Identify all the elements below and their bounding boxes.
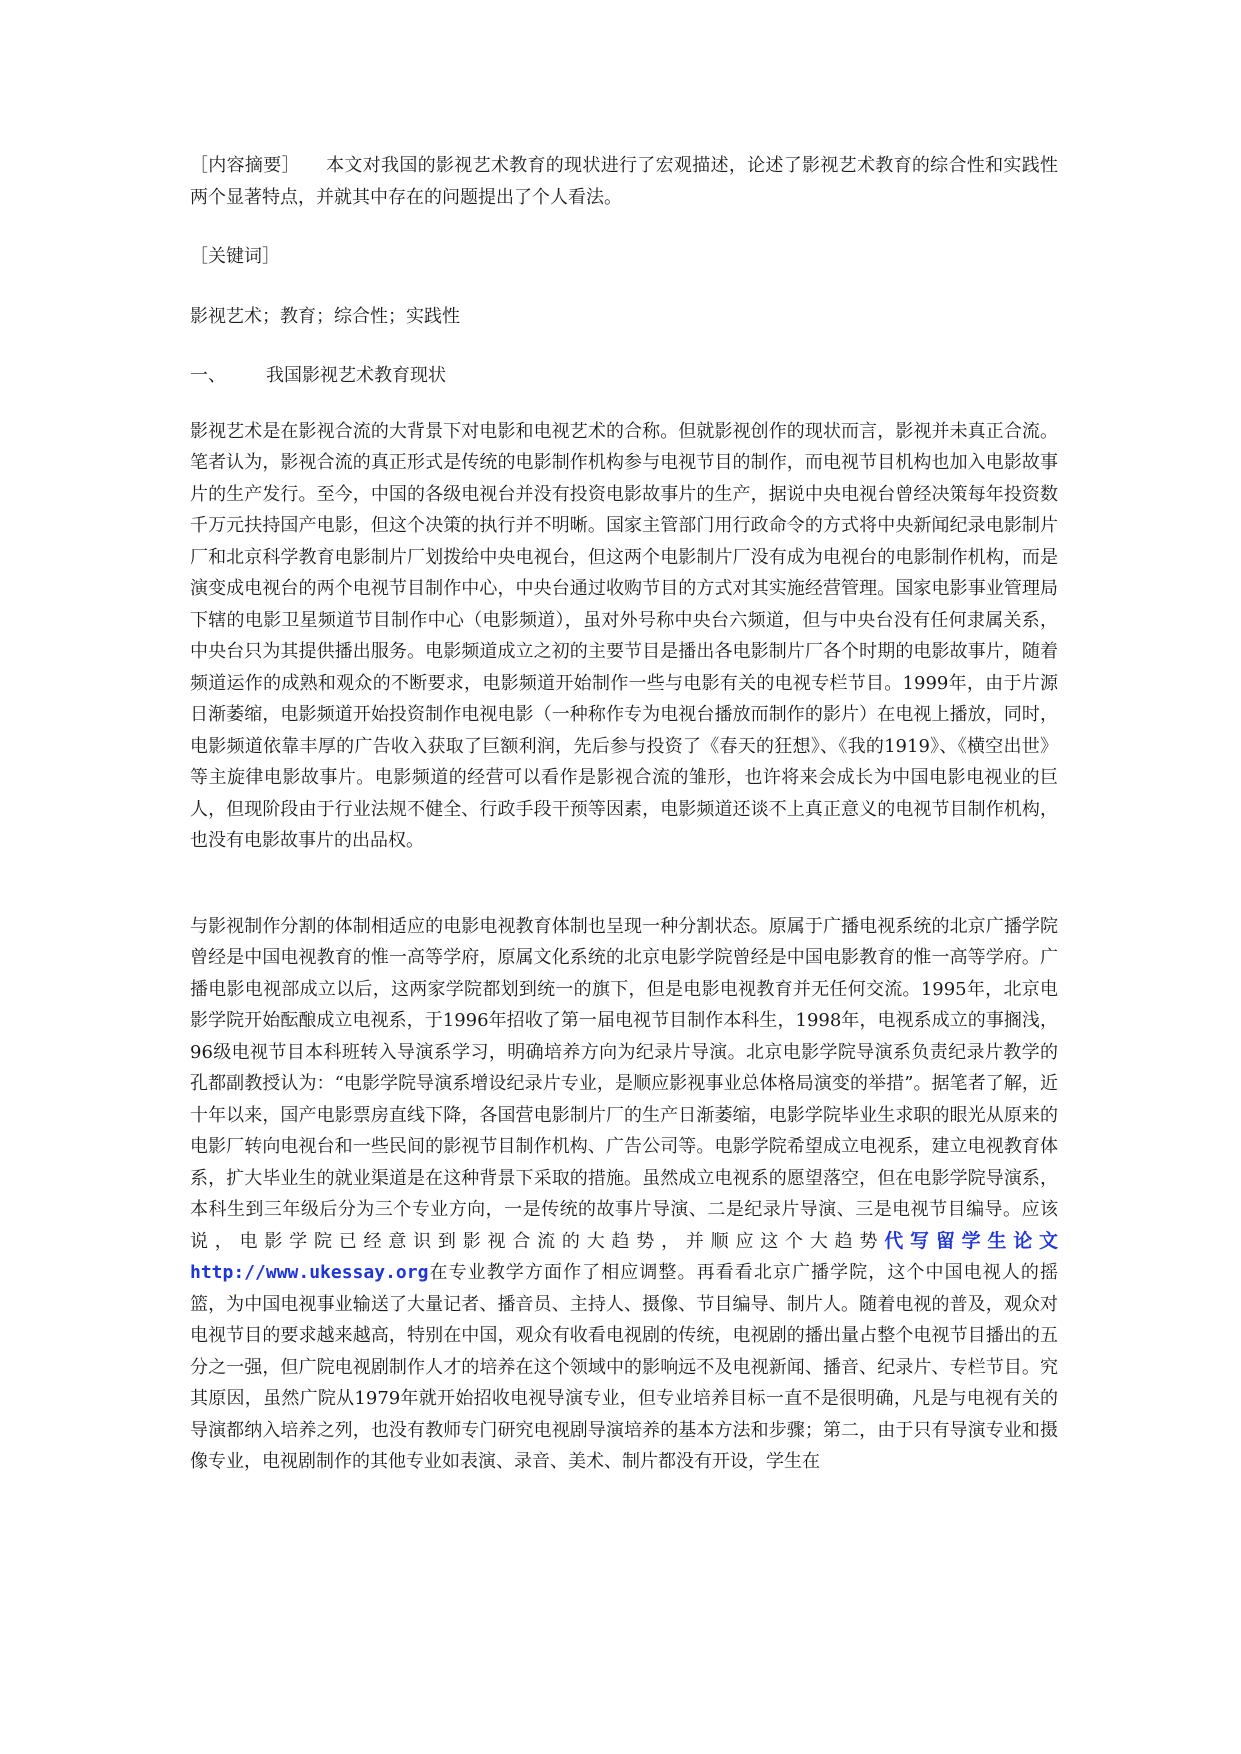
- keywords-label: ［关键词］: [190, 246, 280, 267]
- spacer: [190, 213, 1058, 241]
- body-paragraph-2: [190, 911, 1058, 1478]
- keywords-text: 影视艺术；教育；综合性；实践性: [190, 305, 460, 327]
- paragraph-2-text-after: 在专业教学方面作了相应调整。再看看北京广播学院，这个中国电视人的摇篮，为中国电视事业输送了大量记者、播音员、主持人、摄像、节目编导、制片人。随着电视的普及，观众对电视节目的要求越来越高，特别在中国，观众有收看电视剧的传统，电视剧的播出量占整个电视节目播出的五分之一强，但广院电视剧制作人才的培养在这个领域中的影响远不及电视新闻、播音、纪录片、专栏节目。究其原因，虽然广院从1979年就开始招收电视导演专业，但专业培养目标一直不是很明确，凡是与电视有关的导演都纳入培养之列，也没有教师专门研究电视剧导演培养的基本方法和步骤；第二，由于只有导演专业和摄像专业，电视剧制作的其他专业如表演、录音、美术、制片都没有开设，学生在: [190, 1262, 1058, 1472]
- document-page: [190, 150, 1058, 1478]
- spacer: [190, 332, 1058, 360]
- spacer: [190, 392, 1058, 416]
- abstract-text: 本文对我国的影视艺术教育的现状进行了宏观描述，论述了影视艺术教育的综合性和实践性两个显著特点，并就其中存在的问题提出了个人看法。: [190, 155, 1058, 208]
- spacer: [190, 857, 1058, 911]
- abstract-label: ［内容摘要］: [190, 155, 300, 176]
- paragraph-2-text-before: 与影视制作分割的体制相适应的电影电视教育体制也呈现一种分割状态。原属于广播电视系统的北京广播学院曾经是中国电视教育的惟一高等学府，原属文化系统的北京电影学院曾经是中国电影教育的惟一高等学府。广播电影电视部成立以后，这两家学院都划到统一的旗下，但是电影电视教育并无任何交流。1995年，北京电影学院开始酝酿成立电视系，于1996年招收了第一届电视节目制作本科生，1998年，电视系成立的事搁浅，96级电视节目本科班转入导演系学习，明确培养方向为纪录片导演。北京电影学院导演系负责纪录片教学的孔都副教授认为：“电影学院导演系增设纪录片专业，是顺应影视事业总体格局演变的举措”。据笔者了解，近十年以来，国产电影票房直线下降，各国营电影制片厂的生产日渐萎缩，电影学院毕业生求职的眼光从原来的电影厂转向电视台和一些民间的影视节目制作机构、广告公司等。电影学院希望成立电视系，建立电视教育体系，扩大毕业生的就业渠道是在这种背景下采取的措施。虽然成立电视系的愿望落空，但在电影学院导演系，本科生到三年级后分为三个专业方向，一是传统的故事片导演、二是纪录片导演、三是电视节目编导。应该说，电影学院已经意识到影视合流的大趋势，并顺应这个大趋势: [190, 915, 1058, 1252]
- body-paragraph-1: 影视艺术是在影视合流的大背景下对电影和电视艺术的合称。但就影视创作的现状而言，影视并未真正合流。笔者认为，影视合流的真正形式是传统的电影制作机构参与电视节目的制作，而电视节目机构也加入电影故事片的生产发行。至今，中国的各级电视台并没有投资电影故事片的生产，据说中央电视台曾经决策每年投资数千万元扶持国产电影，但这个决策的执行并不明晰。国家主管部门用行政命令的方式将中央新闻纪录电影制片厂和北京科学教育电影制片厂划拨给中央电视台，但这两个电影制片厂没有成为电视台的电影制作机构，而是演变成电视台的两个电视节目制作中心，中央台通过收购节目的方式对其实施经营管理。国家电影事业管理局下辖的电影卫星频道节目制作中心（电影频道），虽对外号称中央台六频道，但与中央台没有任何隶属关系，中央台只为其提供播出服务。电影频道成立之初的主要节目是播出各电影制片厂各个时期的电影故事片，随着频道运作的成熟和观众的不断要求，电影频道开始制作一些与电影有关的电视专栏节目。1999年，由于片源日渐萎缩，电影频道开始投资制作电视电影（一种称作专为电视台播放而制作的影片）在电视上播放，同时，电影频道依靠丰厚的广告收入获取了巨额利润，先后参与投资了《春天的狂想》、《我的1919》、《横空出世》等主旋律电影故事片。电影频道的经营可以看作是影视合流的雏形，也许将来会成长为中国电影电视业的巨人，但现阶段由于行业法规不健全、行政手段干预等因素，电影频道还谈不上真正意义的电视节目制作机构，也没有电影故事片的出品权。: [190, 420, 1058, 851]
- section-number: 一、: [190, 365, 226, 386]
- abstract-paragraph: [190, 150, 1058, 213]
- ad-link-url[interactable]: http://www.ukessay.org: [190, 1262, 429, 1283]
- spacer: [190, 273, 1058, 301]
- section-title: 我国影视艺术教育现状: [266, 365, 446, 386]
- ad-link-text[interactable]: 代写留学生论文: [884, 1229, 1058, 1252]
- section-heading: [190, 360, 1058, 392]
